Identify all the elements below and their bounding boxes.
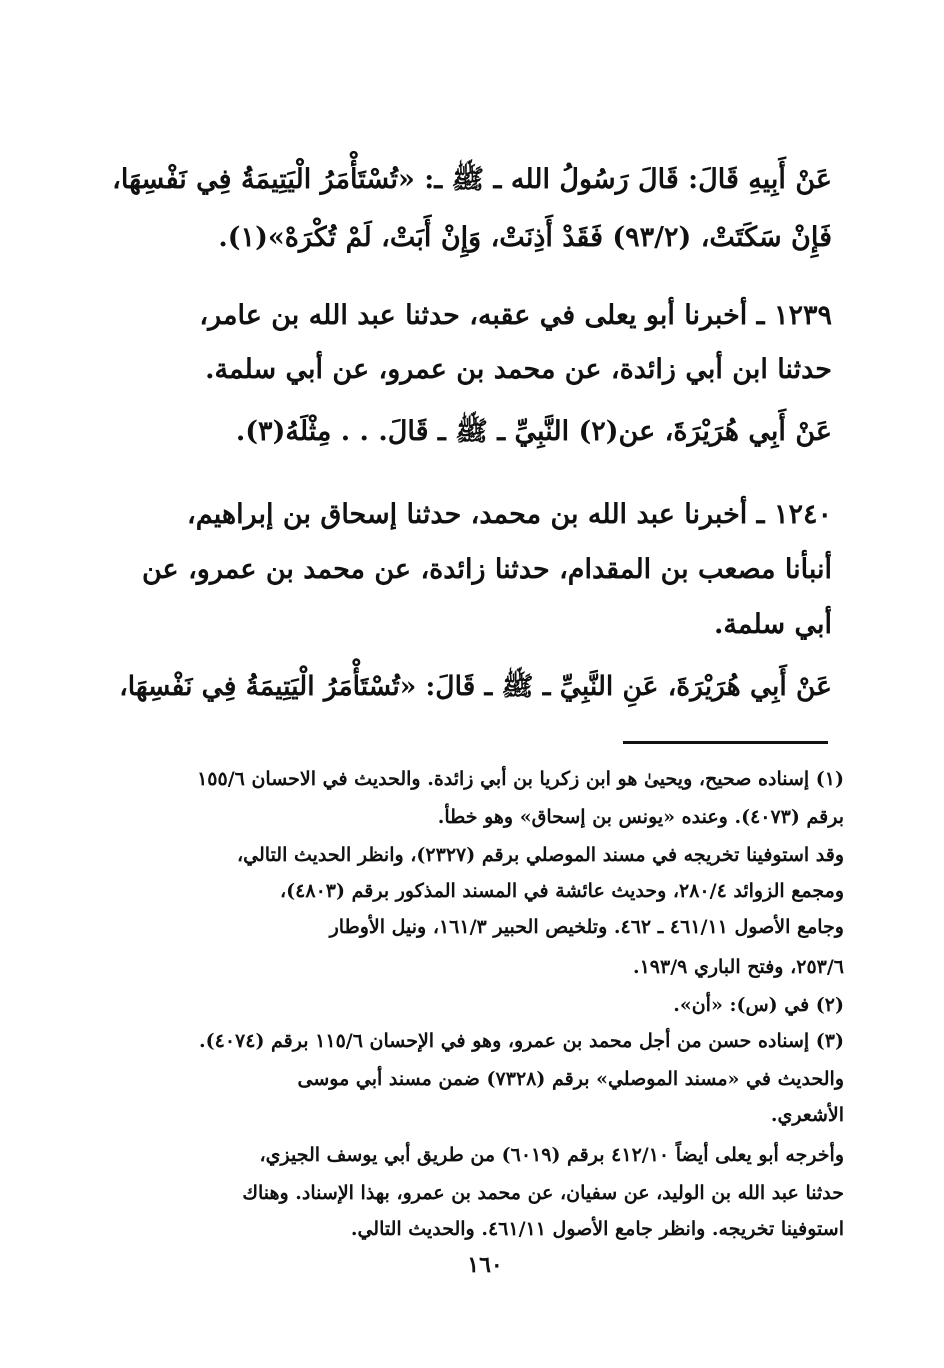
footnote-line: ومجمع الزوائد ٢٨٠/٤، وحديث عائشة في المسند المذكور برقم (٤٨٠٣)، [280,880,844,902]
footnote-line: استوفينا تخريجه. وانظر جامع الأصول ٤٦١/١١. والحديث التالي. [350,1218,844,1240]
footnote-line: وجامع الأصول ٤٦١/١١ ـ ٤٦٢. وتلخيص الحبير ١٦١/٣، ونيل الأوطار [329,916,844,938]
hadith-text-line: فَإِنْ سَكَتَتْ، (٩٣/٢) فَقَدْ أَذِنَتْ، وَإِنْ أَبَتْ، لَمْ تُكْرَهْ»(١). [218,222,832,253]
footnote-line: والحديث في «مسند الموصلي» برقم (٧٣٢٨) ضمن مسند أبي موسى [297,1068,844,1090]
footnote-line: وأخرجه أبو يعلى أيضاً ٤١٢/١٠ برقم (٦٠١٩) من طريق أبي يوسف الجيزي، [259,1144,844,1166]
footnote-line: ٢٥٣/٦، وفتح الباري ١٩٣/٩. [632,956,844,978]
isnad-line: حدثنا ابن أبي زائدة، عن محمد بن عمرو، عن أبي سلمة. [205,354,832,385]
isnad-line: ١٢٤٠ ـ أخبرنا عبد الله بن محمد، حدثنا إسحاق بن إبراهيم، [187,499,832,530]
footnote-line: وقد استوفينا تخريجه في مسند الموصلي برقم (٢٣٢٧)، وانظر الحديث التالي، [237,844,844,866]
footnote-line: (٢) في (س): «أن». [673,994,844,1016]
hadith-text-line: عَنْ أَبِي هُرَيْرَةَ، عَنِ النَّبِيِّ ـ ﷺ ـ قَالَ: «تُسْتَأْمَرُ الْيَتِيمَةُ فِي نَفْسِهَا، [119,671,832,702]
footnote-line: حدثنا عبد الله بن الوليد، عن سفيان، عن محمد بن عمرو، بهذا الإسناد. وهناك [242,1182,844,1204]
page-number: ١٦٠ [467,1252,503,1278]
footnote-line: (٣) إسناده حسن من أجل محمد بن عمرو، وهو في الإحسان ١١٥/٦ برقم (٤٠٧٤). [199,1030,844,1052]
footnote-line: الأشعري. [770,1104,844,1126]
footnote-line: برقم (٤٠٧٣). وعنده «يونس بن إسحاق» وهو خطأ. [437,806,844,828]
footnote-line: (١) إسناده صحيح، ويحيىٰ هو ابن زكريا بن أبي زائدة. والحديث في الاحسان ١٥٥/٦ [197,768,844,790]
isnad-line: أبي سلمة. [714,609,832,640]
isnad-line: أنبأنا مصعب بن المقدام، حدثنا زائدة، عن محمد بن عمرو، عن [142,554,832,585]
hadith-text-line: عَنْ أَبِي هُرَيْرَةَ، عن(٢) النَّبِيِّ ـ ﷺ ـ قَالَ. . . مِثْلَهُ(٣). [235,416,832,447]
isnad-line: ١٢٣٩ ـ أخبرنا أبو يعلى في عقبه، حدثنا عبد الله بن عامر، [199,300,832,331]
footnote-separator [623,741,828,744]
hadith-text-line: عَنْ أَبِيهِ قَالَ: قَالَ رَسُولُ الله ـ ﷺ ـ: «تُسْتَأْمَرُ الْيَتِيمَةُ فِي نَفْسِهَا، [112,164,832,195]
